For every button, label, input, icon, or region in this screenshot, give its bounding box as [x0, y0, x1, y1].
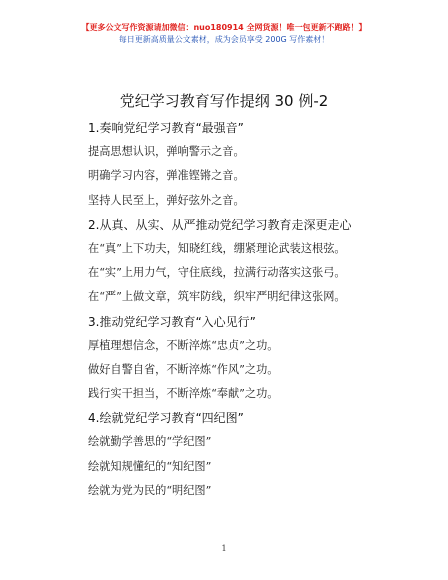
outline-item: 明确学习内容，弹准铿锵之音。 [88, 169, 245, 183]
page-number: 1 [221, 544, 227, 553]
promo-banner-line-1: 【更多公文写作资源请加微信：nuo180914 全网货源！唯一包更新不跑路！】 [81, 23, 367, 32]
outline-item: 做好自警自省，不断淬炼“作风”之功。 [88, 362, 279, 376]
outline-item: 提高思想认识，弹响警示之音。 [88, 145, 245, 159]
document-body [88, 116, 388, 503]
outline-item: 在“真”上下功夫，知晓红线，绷紧理论武装这根弦。 [88, 241, 346, 255]
promo-banner-line-2: 每日更新高质量公文素材，成为会员享受 200G 写作素材！ [118, 35, 330, 44]
section-heading: 1.奏响党纪学习教育“最强音” [88, 121, 244, 135]
outline-item: 绘就知规懂纪的“知纪图” [88, 459, 212, 473]
section-heading: 4.绘就党纪学习教育“四纪图” [88, 411, 244, 426]
section-heading: 2.从真、从实、从严推动党纪学习教育走深更走心 [88, 217, 352, 232]
outline-item: 厚植理想信念，不断淬炼“忠贞”之功。 [88, 338, 279, 352]
outline-item: 绘就勤学善思的“学纪图” [88, 435, 212, 449]
outline-item: 坚持人民至上，弹好弦外之音。 [88, 193, 245, 207]
document-title: 党纪学习教育写作提纲 30 例-2 [119, 92, 329, 110]
section-heading: 3.推动党纪学习教育“入心见行” [88, 314, 256, 329]
outline-item: 践行实干担当，不断淬炼“奉献”之功。 [88, 387, 279, 401]
outline-item: 在“严”上做文章，筑牢防线，织牢严明纪律这张网。 [88, 290, 346, 304]
outline-item: 绘就为党为民的“明纪图” [88, 483, 212, 497]
promo-banner [0, 22, 448, 46]
outline-item: 在“实”上用力气，守住底线，拉满行动落实这张弓。 [88, 266, 346, 280]
